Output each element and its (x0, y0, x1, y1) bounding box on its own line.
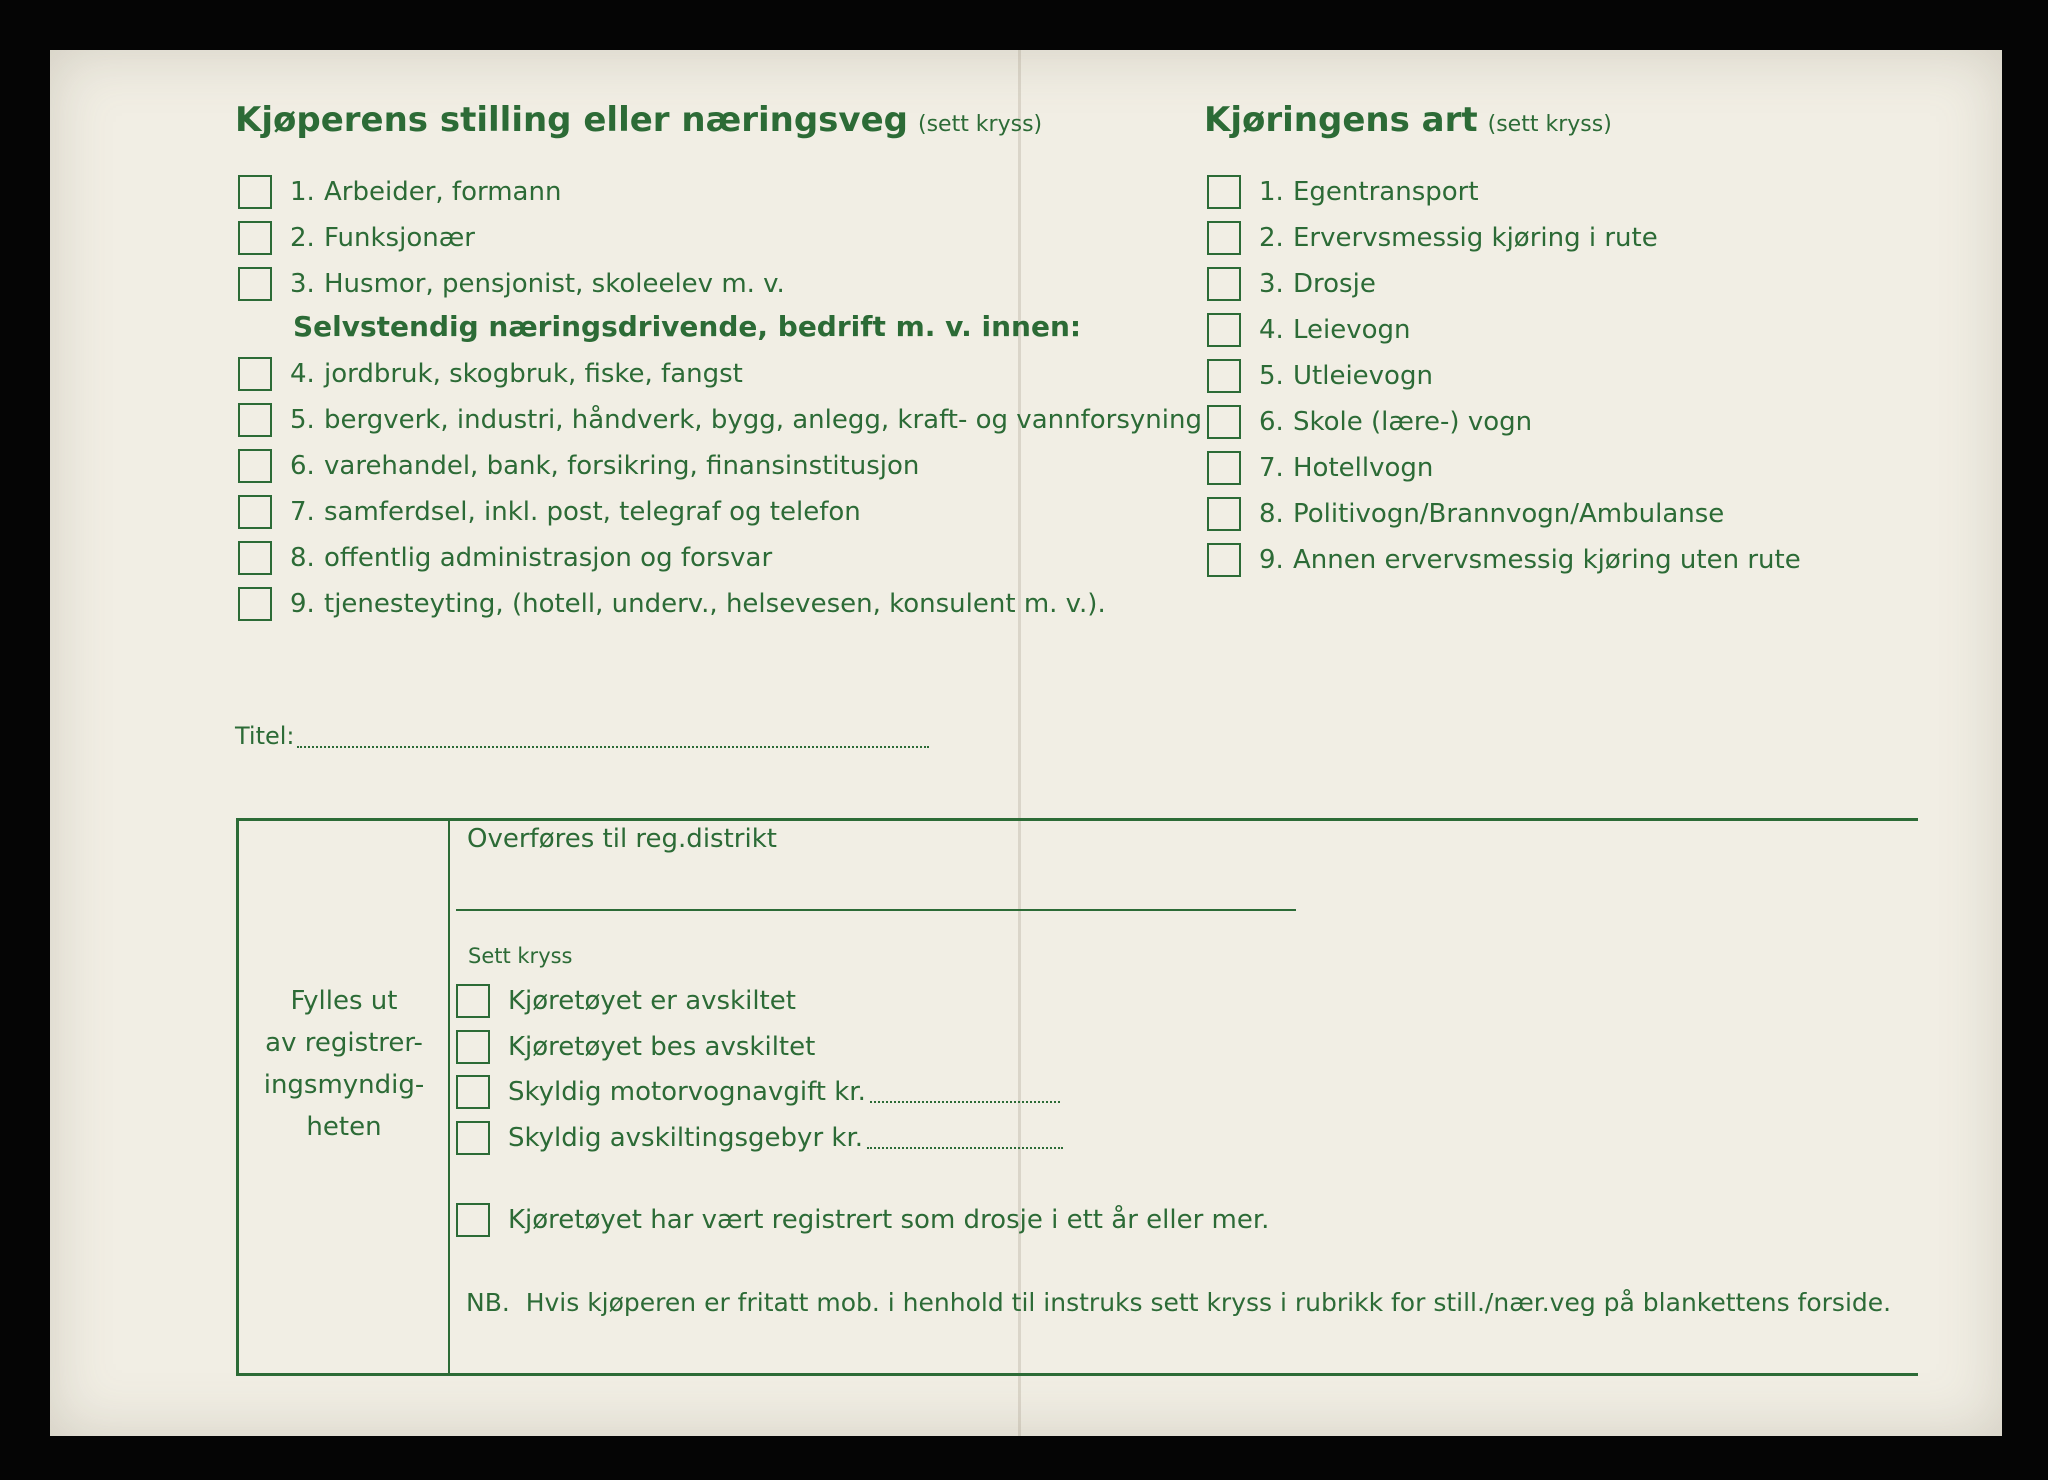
checkbox-driving-3[interactable] (1207, 267, 1241, 301)
buyer-occupation-title (235, 100, 1042, 140)
titel-input-line[interactable] (297, 746, 929, 748)
option-number: 5. (290, 405, 315, 435)
buyer-occupation-title-text: Kjøperens stilling eller næringsveg (235, 100, 908, 140)
driving-type-title (1204, 100, 1612, 140)
checkbox-plate-fee[interactable] (456, 1121, 490, 1155)
option-number: 3. (1259, 269, 1284, 299)
occupation-option-4 (238, 354, 743, 394)
checkbox-driving-5[interactable] (1207, 359, 1241, 393)
driving-option-4 (1207, 310, 1411, 350)
check-label: Kjøretøyet er avskiltet (508, 986, 796, 1016)
checkbox-occupation-6[interactable] (238, 449, 272, 483)
checkbox-vehicle-fee[interactable] (456, 1075, 490, 1109)
option-label: Drosje (1293, 269, 1376, 299)
occupation-option-8 (238, 538, 772, 578)
occupation-option-5 (238, 400, 1202, 440)
option-number: 2. (290, 223, 315, 253)
option-number: 4. (290, 359, 315, 389)
vehicle-fee-input-line[interactable] (870, 1081, 1060, 1103)
option-label: Annen ervervsmessig kjøring uten rute (1293, 545, 1801, 575)
registration-divider (448, 818, 450, 1376)
checkbox-occupation-1[interactable] (238, 175, 272, 209)
reg-check-1 (456, 981, 796, 1021)
sett-kryss-label: Sett kryss (468, 944, 573, 968)
checkbox-drosje-year[interactable] (456, 1203, 490, 1237)
titel-label: Titel: (235, 722, 295, 750)
checkbox-driving-4[interactable] (1207, 313, 1241, 347)
option-number: 3. (290, 269, 315, 299)
option-label: Hotellvogn (1293, 453, 1434, 483)
option-number: 7. (290, 497, 315, 527)
occupation-option-9 (238, 584, 1106, 624)
side-label-line: ingsmyndig- (263, 1070, 425, 1100)
check-label: Kjøretøyet har vært registrert som drosje i ett år eller mer. (508, 1205, 1270, 1235)
check-label: Skyldig avskiltingsgebyr kr. (508, 1123, 864, 1153)
option-number: 6. (1259, 407, 1284, 437)
checkbox-driving-1[interactable] (1207, 175, 1241, 209)
reg-check-2 (456, 1027, 815, 1067)
driving-option-1 (1207, 172, 1479, 212)
occupation-option-7 (238, 492, 861, 532)
plate-fee-input-line[interactable] (867, 1127, 1063, 1149)
option-label: varehandel, bank, forsikring, finansinstitusjon (324, 451, 920, 481)
checkbox-driving-9[interactable] (1207, 543, 1241, 577)
checkbox-driving-7[interactable] (1207, 451, 1241, 485)
option-label: Leievogn (1293, 315, 1411, 345)
side-label-line: av registrer- (265, 1028, 423, 1058)
option-label: samferdsel, inkl. post, telegraf og telefon (324, 497, 861, 527)
option-number: 2. (1259, 223, 1284, 253)
checkbox-driving-6[interactable] (1207, 405, 1241, 439)
option-label: Egentransport (1293, 177, 1479, 207)
checkbox-occupation-3[interactable] (238, 267, 272, 301)
side-label-line: Fylles ut (290, 986, 398, 1016)
driving-option-5 (1207, 356, 1433, 396)
driving-option-2 (1207, 218, 1658, 258)
option-number: 1. (290, 177, 315, 207)
option-label: jordbruk, skogbruk, fiske, fangst (324, 359, 743, 389)
registration-side-label (240, 980, 448, 1148)
driving-option-9 (1207, 540, 1801, 580)
checkbox-deregistered[interactable] (456, 984, 490, 1018)
option-number: 8. (290, 543, 315, 573)
option-number: 5. (1259, 361, 1284, 391)
occupation-option-3 (238, 264, 785, 304)
option-label: bergverk, industri, håndverk, bygg, anlegg, kraft- og vannforsyning (324, 405, 1202, 435)
side-label-line: heten (306, 1112, 382, 1142)
checkbox-occupation-4[interactable] (238, 357, 272, 391)
option-label: Arbeider, formann (324, 177, 562, 207)
driving-option-7 (1207, 448, 1433, 488)
driving-option-6 (1207, 402, 1532, 442)
driving-type-title-text: Kjøringens art (1204, 100, 1478, 140)
option-number: 1. (1259, 177, 1284, 207)
option-label: Ervervsmessig kjøring i rute (1293, 223, 1658, 253)
option-number: 9. (290, 589, 315, 619)
reg-check-3 (456, 1072, 1060, 1112)
option-label: Skole (lære-) vogn (1293, 407, 1533, 437)
option-label: Funksjonær (324, 223, 475, 253)
occupation-option-6 (238, 446, 919, 486)
occupation-option-2 (238, 218, 475, 258)
option-label: tjenesteyting, (hotell, underv., helsevesen, konsulent m. v.). (324, 589, 1106, 619)
option-number: 6. (290, 451, 315, 481)
occupation-option-1 (238, 172, 561, 212)
driving-option-8 (1207, 494, 1724, 534)
driving-option-3 (1207, 264, 1376, 304)
checkbox-occupation-9[interactable] (238, 587, 272, 621)
option-number: 7. (1259, 453, 1284, 483)
option-label: offentlig administrasjon og forsvar (324, 543, 773, 573)
checkbox-driving-2[interactable] (1207, 221, 1241, 255)
checkbox-occupation-2[interactable] (238, 221, 272, 255)
option-number: 9. (1259, 545, 1284, 575)
transfer-district-input-line[interactable] (456, 909, 1296, 911)
checkbox-occupation-5[interactable] (238, 403, 272, 437)
option-label: Husmor, pensjonist, skoleelev m. v. (324, 269, 785, 299)
reg-check-drosje (456, 1200, 1269, 1240)
self-employed-subheading: Selvstendig næringsdrivende, bedrift m. v. innen: (293, 310, 1082, 343)
option-number: 8. (1259, 499, 1284, 529)
check-label: Skyldig motorvognavgift kr. (508, 1077, 866, 1107)
checkbox-request-deregister[interactable] (456, 1030, 490, 1064)
buyer-occupation-title-note: (sett kryss) (917, 112, 1043, 137)
option-label: Politivogn/Brannvogn/Ambulanse (1293, 499, 1725, 529)
driving-type-title-note: (sett kryss) (1487, 112, 1612, 137)
reg-check-4 (456, 1118, 1063, 1158)
check-label: Kjøretøyet bes avskiltet (508, 1032, 816, 1062)
checkbox-occupation-7[interactable] (238, 495, 272, 529)
checkbox-occupation-8[interactable] (238, 541, 272, 575)
nb-note: NB. Hvis kjøperen er fritatt mob. i henhold til instruks sett kryss i rubrikk for still./nær.veg på blankettens forside. (466, 1288, 1892, 1317)
option-number: 4. (1259, 315, 1284, 345)
checkbox-driving-8[interactable] (1207, 497, 1241, 531)
transfer-district-label: Overføres til reg.distrikt (467, 824, 777, 854)
option-label: Utleievogn (1293, 361, 1433, 391)
